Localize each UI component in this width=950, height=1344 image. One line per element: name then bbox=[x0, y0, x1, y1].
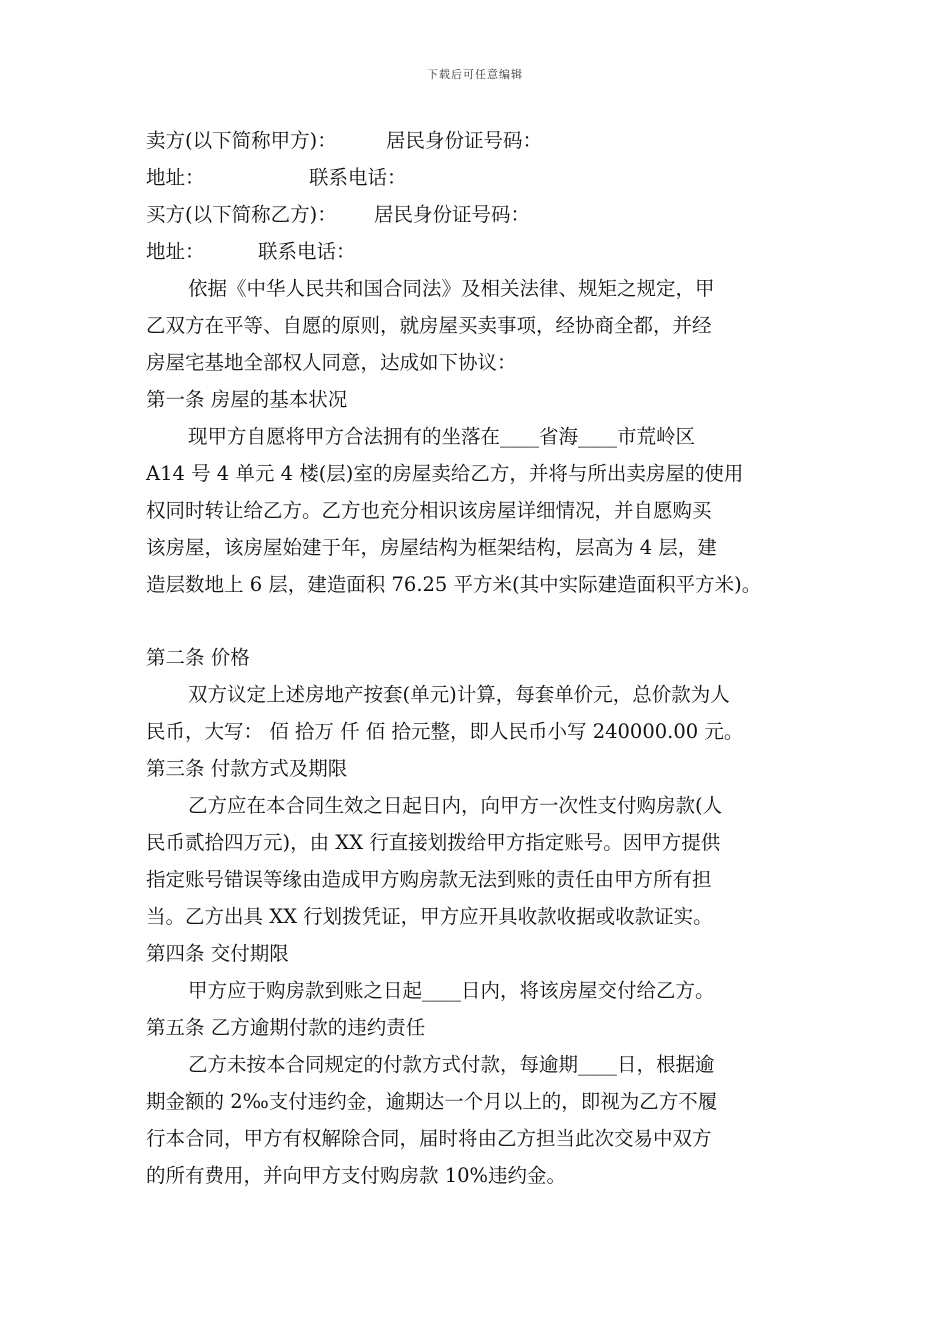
article-1-line: 造层数地上 6 层，建造面积 76.25 平方米(其中实际建造面积平方米)。 bbox=[146, 573, 762, 596]
article-1-paragraph bbox=[146, 418, 816, 603]
seller-phone-label: 联系电话： bbox=[309, 166, 407, 189]
seller-address-label: 地址： bbox=[146, 166, 205, 189]
article-5-line: 期金额的 2‰支付违约金，逾期达一个月以上的，即视为乙方不履 bbox=[146, 1090, 718, 1113]
intro-line: 乙双方在平等、自愿的原则，就房屋买卖事项，经协商全都，并经 bbox=[146, 314, 712, 337]
buyer-contact-row bbox=[146, 233, 816, 270]
article-3-paragraph bbox=[146, 787, 816, 935]
buyer-phone-label: 联系电话： bbox=[258, 240, 356, 263]
seller-info-row bbox=[146, 122, 816, 159]
article-5-paragraph bbox=[146, 1046, 816, 1194]
article-3-line: 当。乙方出具 XX 行划拨凭证，甲方应开具收款收据或收款证实。 bbox=[146, 905, 713, 928]
seller-contact-row bbox=[146, 159, 816, 196]
seller-id-label: 居民身份证号码： bbox=[386, 129, 543, 152]
buyer-label: 买方(以下简称乙方)： bbox=[146, 203, 337, 226]
article-3-line: 民币贰拾四万元)，由 XX 行直接划拨给甲方指定账号。因甲方提供 bbox=[146, 831, 721, 854]
article-4-line: 甲方应于购房款到账之日起____日内，将该房屋交付给乙方。 bbox=[188, 979, 715, 1002]
article-3-line: 乙方应在本合同生效之日起日内，向甲方一次性支付购房款(人 bbox=[188, 794, 723, 817]
article-4-title: 第四条 交付期限 bbox=[146, 942, 289, 965]
article-2-line: 双方议定上述房地产按套(单元)计算，每套单价元，总价款为人 bbox=[188, 683, 730, 706]
article-2-paragraph bbox=[146, 676, 816, 750]
buyer-info-row bbox=[146, 196, 816, 233]
intro-line: 房屋宅基地全部权人同意，达成如下协议： bbox=[146, 351, 517, 374]
article-5-title: 第五条 乙方逾期付款的违约责任 bbox=[146, 1016, 426, 1039]
article-1-title: 第一条 房屋的基本状况 bbox=[146, 388, 348, 411]
article-4-paragraph bbox=[146, 972, 816, 1009]
article-1-line: 现甲方自愿将甲方合法拥有的坐落在____省海____市荒岭区 bbox=[188, 425, 696, 448]
intro-line: 依据《中华人民共和国合同法》及相关法律、规矩之规定，甲 bbox=[188, 277, 715, 300]
article-2-line: 民币，大写： 佰 拾万 仟 佰 拾元整，即人民币小写 240000.00 元。 bbox=[146, 720, 744, 743]
buyer-id-label: 居民身份证号码： bbox=[374, 203, 531, 226]
buyer-address-label: 地址： bbox=[146, 240, 205, 263]
article-3-title: 第三条 付款方式及期限 bbox=[146, 757, 348, 780]
seller-label: 卖方(以下简称甲方)： bbox=[146, 129, 337, 152]
page-header: 下载后可任意编辑 bbox=[427, 68, 523, 81]
article-1-line: 权同时转让给乙方。乙方也充分相识该房屋详细情况，并自愿购买 bbox=[146, 499, 712, 522]
intro-paragraph bbox=[146, 270, 816, 381]
contract-body bbox=[146, 122, 816, 1194]
article-2-title: 第二条 价格 bbox=[146, 646, 250, 669]
paragraph-gap bbox=[146, 603, 816, 639]
article-5-line: 乙方未按本合同规定的付款方式付款，每逾期____日，根据逾 bbox=[188, 1053, 715, 1076]
article-5-line: 的所有费用，并向甲方支付购房款 10%违约金。 bbox=[146, 1164, 567, 1187]
article-3-line: 指定账号错误等缘由造成甲方购房款无法到账的责任由甲方所有担 bbox=[146, 868, 712, 891]
article-5-line: 行本合同，甲方有权解除合同，届时将由乙方担当此次交易中双方 bbox=[146, 1127, 712, 1150]
article-1-line: A14 号 4 单元 4 楼(层)室的房屋卖给乙方，并将与所出卖房屋的使用 bbox=[146, 462, 744, 485]
article-1-line: 该房屋，该房屋始建于年，房屋结构为框架结构，层高为 4 层，建 bbox=[146, 536, 717, 559]
